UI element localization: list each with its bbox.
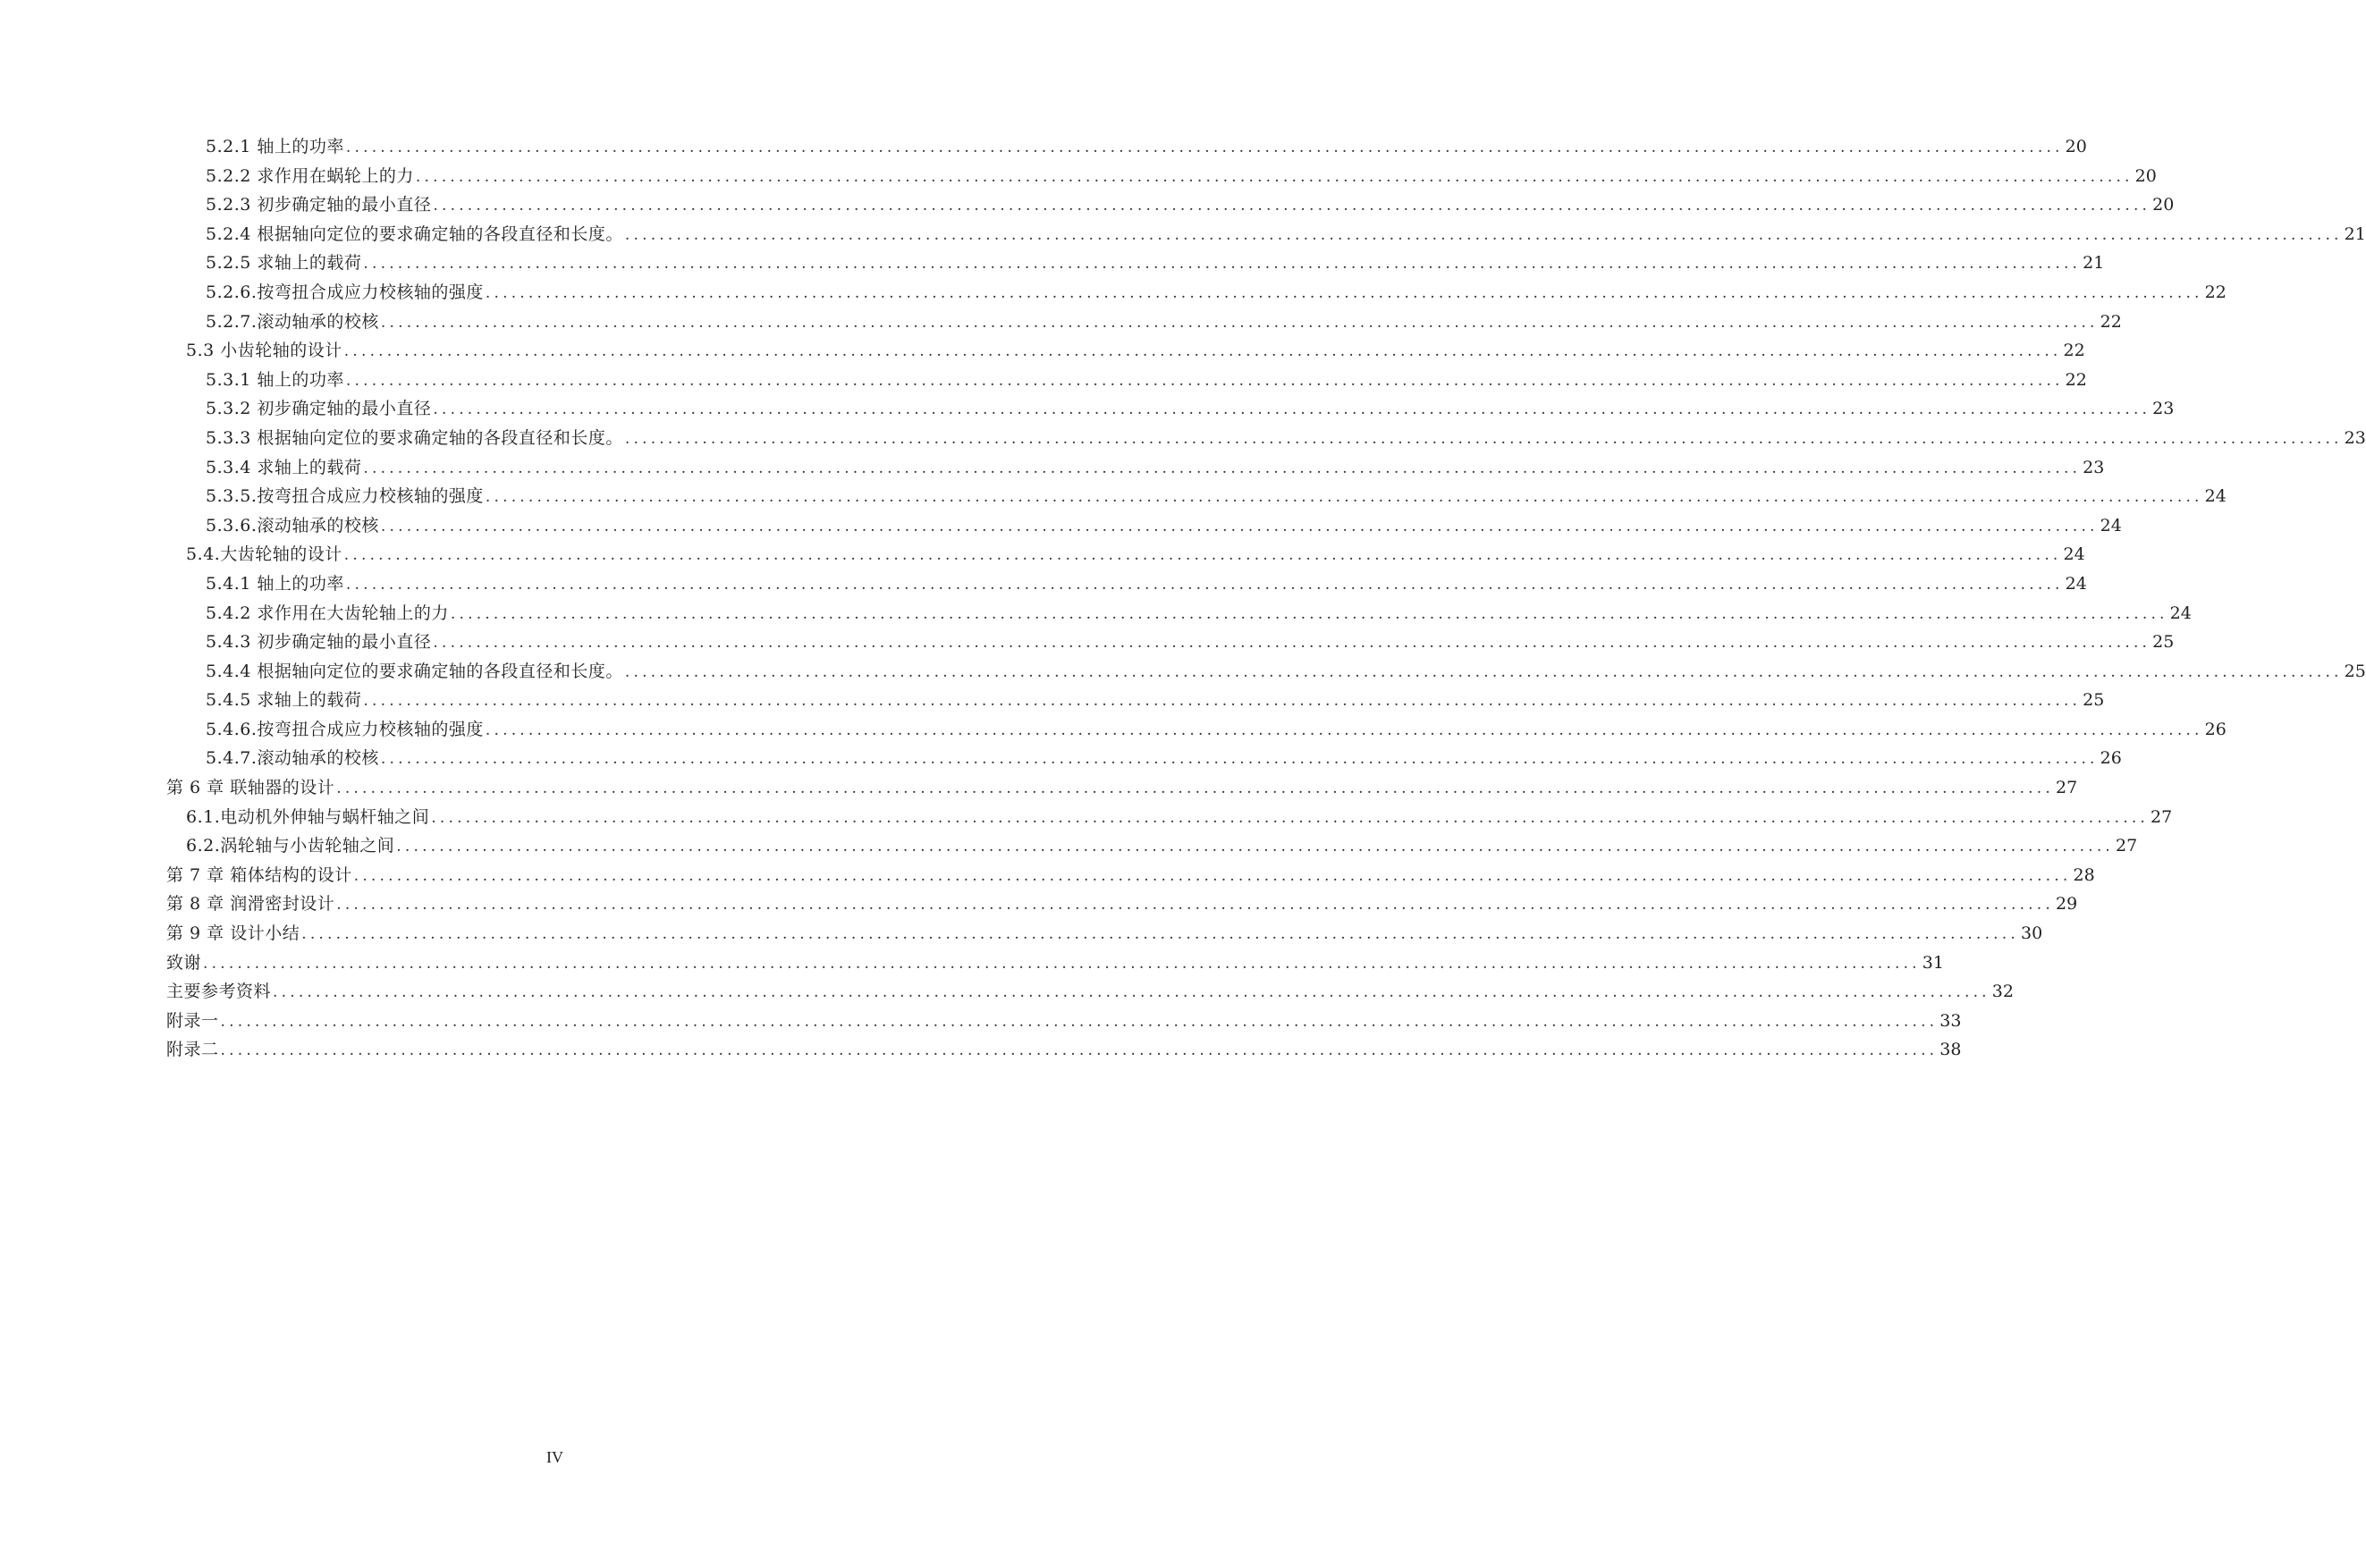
toc-entry[interactable] [166, 831, 2138, 861]
toc-entry-title: 致谢 [166, 952, 202, 973]
toc-entry[interactable] [166, 628, 2175, 657]
toc-dot-leader: ........................................................................................................................................................................................................ [485, 721, 2203, 739]
toc-entry-page: 26 [2204, 719, 2227, 739]
toc-entry-page: 32 [1991, 982, 2014, 1002]
toc-entry[interactable] [166, 190, 2175, 220]
toc-dot-leader: ........................................................................................................................................................................................................ [624, 225, 2343, 244]
toc-entry-page: 30 [2020, 923, 2043, 944]
toc-dot-leader: ........................................................................................................................................................................................................ [345, 371, 2064, 390]
toc-entry-page: 24 [2065, 573, 2087, 594]
toc-entry[interactable] [166, 744, 2122, 773]
toc-entry-page: 24 [2204, 486, 2227, 507]
toc-dot-leader: ........................................................................................................................................................................................................ [345, 575, 2064, 594]
toc-entry-title: 5.3.2 初步确定轴的最小直径 [206, 399, 432, 419]
toc-entry-title: 5.2.3 初步确定轴的最小直径 [206, 195, 432, 215]
toc-entry-title: 5.4.7.滚动轴承的校核 [206, 748, 379, 769]
toc-entry[interactable] [166, 540, 2085, 569]
toc-entry-page: 20 [2134, 165, 2157, 186]
toc-entry-title: 5.4.3 初步确定轴的最小直径 [206, 632, 432, 653]
toc-entry[interactable] [166, 657, 2366, 687]
toc-entry-title: 附录一 [166, 1010, 219, 1031]
toc-entry[interactable] [166, 569, 2087, 599]
toc-dot-leader: ........................................................................................................................................................................................................ [380, 517, 2099, 535]
toc-dot-leader: ........................................................................................................................................................................................................ [336, 896, 2054, 915]
toc-entry[interactable] [166, 1035, 1962, 1065]
toc-entry[interactable] [166, 162, 2157, 191]
toc-entry-page: 27 [2116, 836, 2138, 856]
toc-entry-title: 5.4.4 根据轴向定位的要求确定轴的各段直径和长度。 [206, 661, 623, 681]
toc-dot-leader: ........................................................................................................................................................................................................ [220, 1012, 1939, 1031]
toc-entry-title: 第 7 章 箱体结构的设计 [166, 864, 352, 885]
toc-dot-leader: ........................................................................................................................................................................................................ [624, 662, 2343, 681]
toc-entry-title: 6.1.电动机外伸轴与蜗杆轴之间 [186, 806, 430, 827]
toc-entry-page: 29 [2055, 894, 2078, 915]
toc-entry[interactable] [166, 919, 2043, 948]
toc-entry-title: 6.2.涡轮轴与小齿轮轴之间 [186, 836, 395, 856]
toc-entry-page: 22 [2100, 311, 2122, 332]
toc-entry-page: 23 [2083, 457, 2105, 477]
toc-entry[interactable] [166, 686, 2105, 715]
toc-entry[interactable] [166, 220, 2366, 249]
toc-entry-page: 22 [2065, 369, 2087, 390]
toc-entry[interactable] [166, 482, 2227, 511]
toc-dot-leader: ........................................................................................................................................................................................................ [336, 780, 2054, 798]
toc-dot-leader: ........................................................................................................................................................................................................ [380, 313, 2099, 332]
toc-dot-leader: ........................................................................................................................................................................................................ [433, 634, 2151, 653]
toc-dot-leader: ........................................................................................................................................................................................................ [363, 255, 2082, 274]
toc-entry[interactable] [166, 948, 1944, 978]
toc-entry-page: 38 [1939, 1040, 1962, 1060]
toc-entry[interactable] [166, 803, 2173, 832]
toc-dot-leader: ........................................................................................................................................................................................................ [396, 838, 2115, 856]
toc-entry-page: 25 [2344, 661, 2366, 681]
toc-entry-title: 5.3.6.滚动轴承的校核 [206, 515, 379, 535]
toc-entry-page: 24 [2100, 515, 2122, 535]
toc-dot-leader: ........................................................................................................................................................................................................ [363, 692, 2082, 711]
toc-entry-title: 5.2.2 求作用在蜗轮上的力 [206, 165, 414, 186]
toc-entry-title: 附录二 [166, 1040, 219, 1060]
toc-dot-leader: ........................................................................................................................................................................................................ [273, 983, 1990, 1002]
toc-entry[interactable] [166, 861, 2095, 890]
toc-dot-leader: ........................................................................................................................................................................................................ [301, 925, 2019, 944]
toc-entry[interactable] [166, 599, 2192, 628]
toc-entry-title: 5.4.1 轴上的功率 [206, 573, 344, 594]
toc-entry-page: 23 [2152, 399, 2175, 419]
toc-entry-page: 25 [2152, 632, 2175, 653]
table-of-contents [166, 132, 2366, 1065]
toc-entry-title: 5.2.5 求轴上的载荷 [206, 253, 362, 274]
toc-entry[interactable] [166, 889, 2078, 919]
toc-entry[interactable] [166, 278, 2227, 308]
toc-entry-title: 5.3.3 根据轴向定位的要求确定轴的各段直径和长度。 [206, 427, 623, 448]
toc-entry-page: 20 [2152, 195, 2175, 215]
toc-dot-leader: ........................................................................................................................................................................................................ [220, 1041, 1939, 1060]
toc-dot-leader: ........................................................................................................................................................................................................ [485, 488, 2203, 507]
toc-dot-leader: ........................................................................................................................................................................................................ [203, 954, 1921, 973]
toc-entry-title: 5.4.大齿轮轴的设计 [186, 544, 342, 565]
toc-entry[interactable] [166, 366, 2087, 395]
page-number: IV [546, 1448, 563, 1466]
toc-dot-leader: ........................................................................................................................................................................................................ [345, 139, 2064, 156]
toc-entry-page: 23 [2344, 427, 2366, 448]
toc-entry[interactable] [166, 424, 2366, 453]
toc-dot-leader: ........................................................................................................................................................................................................ [415, 167, 2134, 186]
toc-entry-title: 5.4.2 求作用在大齿轮轴上的力 [206, 603, 449, 623]
toc-entry-title: 5.3.1 轴上的功率 [206, 369, 344, 390]
toc-dot-leader: ........................................................................................................................................................................................................ [450, 604, 2168, 623]
toc-entry-title: 5.4.5 求轴上的载荷 [206, 690, 362, 711]
toc-entry-page: 31 [1922, 952, 1944, 973]
toc-entry-page: 24 [2063, 544, 2085, 565]
toc-entry[interactable] [166, 308, 2122, 337]
toc-entry[interactable] [166, 249, 2105, 278]
toc-dot-leader: ........................................................................................................................................................................................................ [431, 808, 2150, 827]
toc-entry[interactable] [166, 773, 2078, 803]
toc-dot-leader: ........................................................................................................................................................................................................ [363, 459, 2082, 477]
toc-entry[interactable] [166, 715, 2227, 745]
toc-entry-page: 27 [2055, 778, 2078, 798]
toc-dot-leader: ........................................................................................................................................................................................................ [380, 750, 2099, 769]
toc-entry[interactable] [166, 977, 2014, 1007]
toc-dot-leader: ........................................................................................................................................................................................................ [624, 429, 2343, 448]
toc-entry[interactable] [166, 453, 2105, 483]
toc-entry-page: 28 [2073, 864, 2095, 885]
toc-dot-leader: ........................................................................................................................................................................................................ [485, 283, 2203, 302]
toc-dot-leader: ........................................................................................................................................................................................................ [353, 866, 2072, 885]
toc-entry-page: 22 [2204, 282, 2227, 302]
toc-entry-title: 5.2.1 轴上的功率 [206, 137, 344, 156]
toc-entry-page: 20 [2065, 137, 2087, 156]
toc-entry[interactable] [166, 132, 2087, 162]
toc-entry-title: 第 9 章 设计小结 [166, 923, 300, 944]
toc-dot-leader: ........................................................................................................................................................................................................ [343, 342, 2062, 361]
toc-entry-title: 5.3.4 求轴上的载荷 [206, 457, 362, 477]
toc-entry-title: 5.2.7.滚动轴承的校核 [206, 311, 379, 332]
toc-dot-leader: ........................................................................................................................................................................................................ [433, 197, 2151, 215]
toc-entry-title: 5.3.5.按弯扭合成应力校核轴的强度 [206, 486, 484, 507]
toc-entry-page: 21 [2344, 223, 2366, 244]
toc-entry[interactable] [166, 511, 2122, 541]
toc-entry-title: 主要参考资料 [166, 982, 272, 1002]
toc-entry[interactable] [166, 336, 2085, 366]
toc-entry-page: 24 [2169, 603, 2192, 623]
toc-entry-title: 5.2.6.按弯扭合成应力校核轴的强度 [206, 282, 484, 302]
toc-entry-page: 21 [2083, 253, 2105, 274]
toc-entry[interactable] [166, 1007, 1962, 1036]
toc-entry-page: 27 [2151, 806, 2173, 827]
toc-entry-title: 第 8 章 润滑密封设计 [166, 894, 335, 915]
toc-entry-page: 26 [2100, 748, 2122, 769]
toc-entry-page: 25 [2083, 690, 2105, 711]
toc-entry-title: 5.2.4 根据轴向定位的要求确定轴的各段直径和长度。 [206, 223, 623, 244]
toc-dot-leader: ........................................................................................................................................................................................................ [433, 400, 2151, 419]
toc-entry-title: 5.4.6.按弯扭合成应力校核轴的强度 [206, 719, 484, 739]
toc-entry-page: 33 [1939, 1010, 1962, 1031]
toc-dot-leader: ........................................................................................................................................................................................................ [343, 546, 2062, 565]
toc-entry-title: 第 6 章 联轴器的设计 [166, 778, 335, 798]
toc-entry-page: 22 [2063, 341, 2085, 361]
toc-entry-title: 5.3 小齿轮轴的设计 [186, 341, 342, 361]
toc-entry[interactable] [166, 394, 2175, 424]
